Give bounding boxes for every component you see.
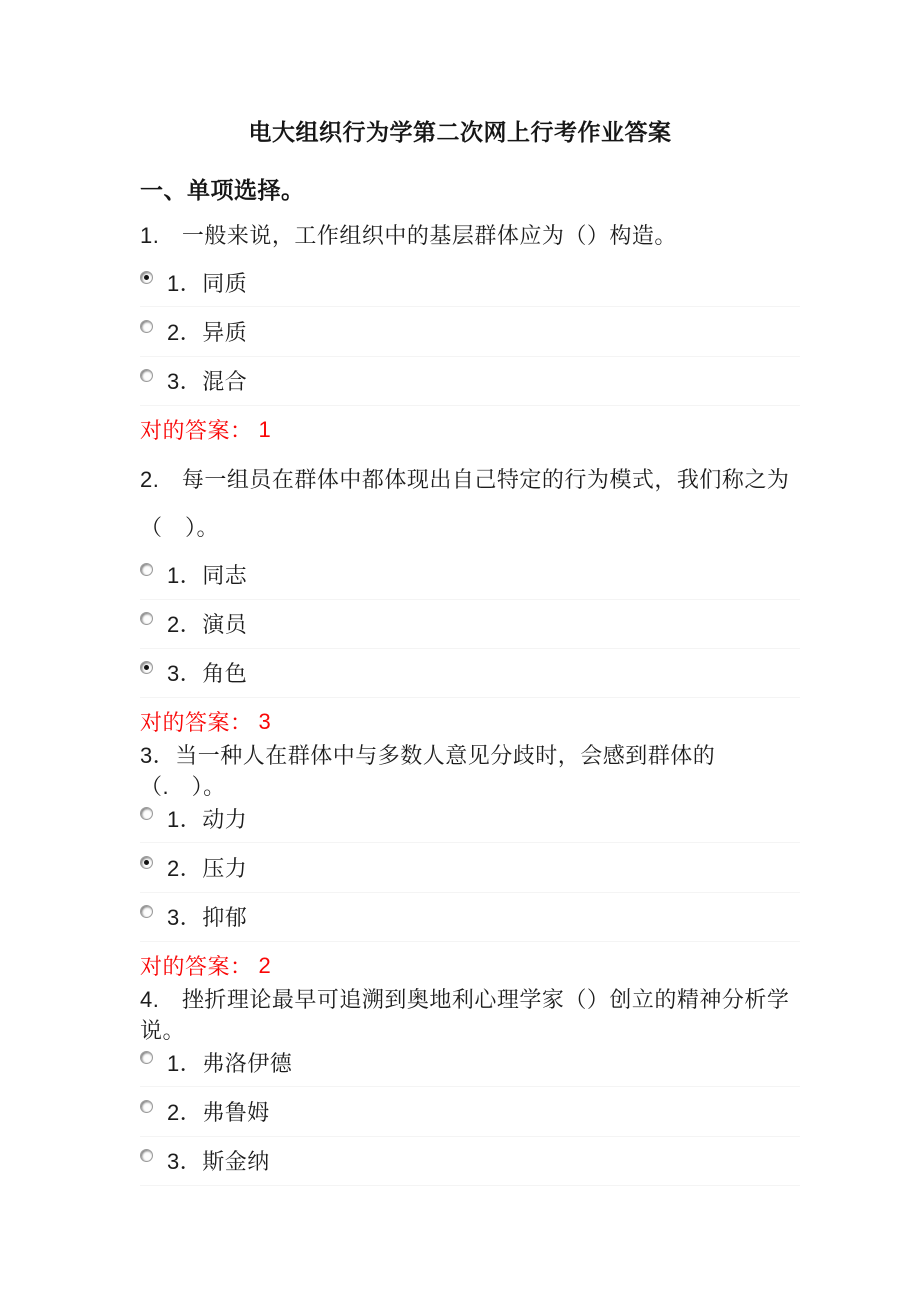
radio-button[interactable]	[140, 905, 153, 918]
question-3-option-3[interactable]	[140, 893, 800, 942]
option-label: 2．弗鲁姆	[167, 1099, 270, 1125]
question-block-1	[140, 210, 800, 454]
section-heading: 一、单项选择。	[140, 177, 305, 203]
question-4-text: 4. 挫折理论最早可追溯到奥地利心理学家（）创立的精神分析学说。	[140, 987, 790, 1044]
option-label: 3．抑郁	[167, 905, 248, 931]
question-block-4	[140, 987, 800, 1186]
question-list	[140, 210, 800, 1186]
radio-button[interactable]	[140, 612, 153, 625]
question-1-option-2[interactable]	[140, 307, 800, 356]
option-label: 2．异质	[167, 319, 248, 345]
answer-prefix: 对的答案：	[140, 954, 253, 980]
answer-value: 1	[258, 416, 272, 442]
radio-button[interactable]	[140, 369, 153, 382]
option-label: 1．动力	[167, 806, 248, 832]
answer-prefix: 对的答案：	[140, 710, 253, 736]
option-label: 3．斯金纳	[167, 1149, 270, 1175]
radio-button[interactable]	[140, 1051, 153, 1064]
radio-button[interactable]	[140, 271, 153, 284]
question-4-option-3[interactable]	[140, 1137, 800, 1186]
option-label: 3．角色	[167, 661, 248, 687]
radio-button[interactable]	[140, 1149, 153, 1162]
answer-value: 2	[258, 952, 272, 978]
radio-button[interactable]	[140, 320, 153, 333]
answer-value: 3	[258, 708, 272, 734]
radio-button[interactable]	[140, 1100, 153, 1113]
radio-button[interactable]	[140, 807, 153, 820]
option-label: 2．压力	[167, 856, 248, 882]
option-label: 3．混合	[167, 369, 248, 395]
option-label: 1．弗洛伊德	[167, 1050, 293, 1076]
question-1-correct-answer	[140, 406, 800, 454]
question-1-option-3[interactable]	[140, 357, 800, 406]
question-2-option-2[interactable]	[140, 600, 800, 649]
question-3-text: 3．当一种人在群体中与多数人意见分歧时，会感到群体的（. ）。	[140, 743, 716, 800]
question-2-text-line2: （ ）。	[140, 514, 220, 540]
radio-button[interactable]	[140, 563, 153, 576]
question-block-3	[140, 743, 800, 990]
question-3-option-1[interactable]	[140, 794, 800, 843]
question-2-text: 2. 每一组员在群体中都体现出自己特定的行为模式，我们称之为	[140, 466, 790, 492]
question-block-2	[140, 454, 800, 746]
question-2-option-3[interactable]	[140, 649, 800, 698]
option-label: 1．同志	[167, 562, 248, 588]
option-label: 1．同质	[167, 270, 248, 296]
question-3-option-2[interactable]	[140, 843, 800, 892]
option-label: 2．演员	[167, 612, 248, 638]
page-title: 电大组织行为学第二次网上行考作业答案	[248, 119, 672, 145]
question-4-option-2[interactable]	[140, 1087, 800, 1136]
radio-button[interactable]	[140, 856, 153, 869]
question-2-option-1[interactable]	[140, 550, 800, 599]
answer-prefix: 对的答案：	[140, 418, 253, 444]
question-4-option-1[interactable]	[140, 1038, 800, 1087]
radio-button[interactable]	[140, 661, 153, 674]
question-1-option-1[interactable]	[140, 258, 800, 307]
question-1-text: 1. 一般来说，工作组织中的基层群体应为（）构造。	[140, 222, 677, 248]
